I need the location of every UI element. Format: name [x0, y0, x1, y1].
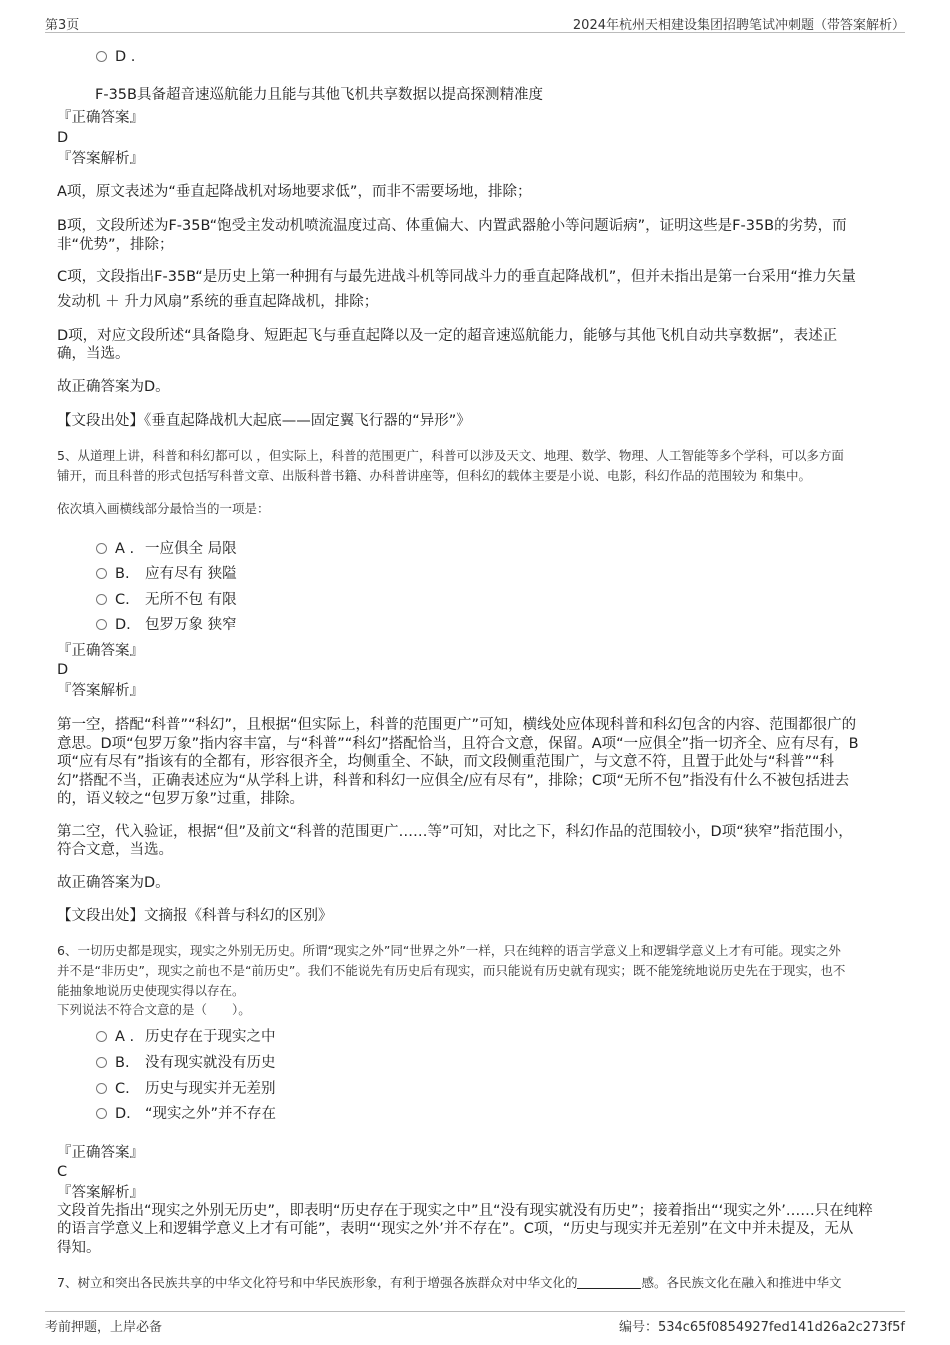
option-text: 无所不包 有限 — [145, 592, 237, 608]
q4-analysis-c-line2: 发动机 ＋ 升力风扇”系统的垂直起降战机，排除； — [57, 294, 379, 310]
q4-source: 【文段出处】《垂直起降战机大起底——固定翼飞行器的“异形”》 — [57, 413, 471, 429]
q4-analysis-label: 『答案解析』 — [57, 151, 144, 167]
q5-option-a[interactable] — [96, 537, 237, 558]
q6-option-d[interactable] — [96, 1102, 276, 1123]
option-letter: C. — [115, 592, 130, 608]
q4-answer: D — [57, 130, 69, 146]
q5-answer: D — [57, 662, 69, 678]
document-code: 编号：534c65f0854927fed141d26a2c273f5f — [618, 1320, 905, 1335]
page-footer — [45, 1311, 905, 1334]
q6-stem-line2: 并不是“非历史”，现实之前也不是“前历史”。我们不能说先有历史后有现实，而只能说有历史就有现实；既不能笼统地说历史先在于现实，也不 — [57, 963, 846, 978]
radio-icon[interactable] — [96, 1083, 107, 1094]
q6-stem-line1: 6、一切历史都是现实，现实之外别无历史。所谓“现实之外”同“世界之外”一样，只在纯粹的语言学意义上和逻辑学意义上才有可能。现实之外 — [57, 943, 841, 958]
option-text: 包罗万象 狭窄 — [145, 617, 237, 633]
document-title: 2024年杭州天相建设集团招聘笔试冲刺题（带答案解析） — [572, 18, 905, 33]
option-letter: C. — [115, 1081, 130, 1097]
q5-analysis-label: 『答案解析』 — [57, 683, 144, 699]
q4-answer-label: 『正确答案』 — [57, 110, 144, 126]
q6-stem-line3: 能抽象地说历史使现实得以存在。 — [57, 983, 245, 998]
option-text: “现实之外”并不存在 — [145, 1106, 277, 1122]
option-text: 一应俱全 局限 — [145, 541, 237, 557]
q6-analysis-line1: 文段首先指出“现实之外别无历史”，即表明“历史存在于现实之中”且“没有现实就没有历史”；接着指出“‘现实之外’……只在纯粹 — [57, 1203, 873, 1219]
radio-icon[interactable] — [96, 619, 107, 630]
q7-stem-part1: 7、树立和突出各民族共享的中华文化符号和中华民族形象，有利于增强各族群众对中华文化的 — [57, 1275, 578, 1290]
option-letter: A . — [115, 541, 135, 557]
q5-analysis-line3: 项“应有尽有”指该有的全都有，形容很齐全，均侧重全、不缺，而文段侧重范围广，与文意不符，且置于此处与“科普”“科 — [57, 754, 835, 770]
radio-icon[interactable] — [96, 1057, 107, 1068]
q5-stem-line1: 5、从道理上讲，科普和科幻都可以 ，但实际上，科普的范围更广，科普可以涉及天文、地理、数学、物理、人工智能等多个学科，可以多方面 — [57, 448, 844, 463]
q6-analysis-line3: 得知。 — [57, 1240, 101, 1256]
option-letter: D. — [115, 1106, 131, 1122]
q4-analysis-d-line2: 确，当选。 — [57, 346, 130, 362]
q6-option-a[interactable] — [96, 1025, 276, 1046]
q4-option-d[interactable] — [96, 49, 135, 65]
q6-prompt: 下列说法不符合文意的是（ ）。 — [57, 1002, 251, 1017]
option-letter: D. — [115, 617, 131, 633]
q5-prompt: 依次填入画横线部分最恰当的一项是： — [57, 501, 270, 516]
q5-analysis-line2: 意思。D项“包罗万象”指内容丰富，与“科普”“科幻”搭配恰当，且符合文意，保留。A项“一应俱全”指一切齐全、应有尽有，B — [57, 736, 859, 752]
q4-conclusion: 故正确答案为D。 — [57, 379, 170, 395]
radio-icon[interactable] — [96, 1108, 107, 1119]
radio-icon[interactable] — [96, 568, 107, 579]
q7-stem-part2: 感。各民族文化在融入和推进中华文 — [641, 1275, 842, 1290]
q4-analysis-b-line2: 非“优势”，排除； — [57, 237, 174, 253]
q5-option-b[interactable] — [96, 562, 237, 583]
footer-slogan: 考前押题，上岸必备 — [45, 1320, 163, 1335]
option-text: 历史存在于现实之中 — [145, 1029, 276, 1045]
option-letter: A . — [115, 1029, 135, 1045]
radio-icon[interactable] — [96, 51, 107, 62]
q6-option-c[interactable] — [96, 1077, 276, 1098]
q6-option-b[interactable] — [96, 1051, 276, 1072]
option-letter: B. — [115, 1055, 130, 1071]
q6-analysis-line2: 的语言学意义上和逻辑学意义上才有可能”，表明“‘现实之外’并不存在”。C项，“历史与现实并无差别”在文中并未提及，无从 — [57, 1221, 854, 1237]
q5-analysis-line5: 的，语义较之“包罗万象”过重，排除。 — [57, 791, 305, 807]
q4-analysis-c-line1: C项，文段指出F-35B“是历史上第一种拥有与最先进战斗机等同战斗力的垂直起降战机”，但并未指出是第一台采用“推力矢量 — [57, 269, 856, 285]
q4-option-d-text: F-35B具备超音速巡航能力且能与其他飞机共享数据以提高探测精准度 — [95, 87, 543, 103]
q5-source: 【文段出处】文摘报《科普与科幻的区别》 — [57, 908, 333, 924]
q7-stem — [57, 1274, 841, 1292]
radio-icon[interactable] — [96, 1031, 107, 1042]
radio-icon[interactable] — [96, 543, 107, 554]
q5-analysis-line4: 幻”搭配不当，正确表述应为“从学科上讲，科普和科幻一应俱全/应有尽有”，排除；C项“无所不包”指没有什么不被包括进去 — [57, 773, 850, 789]
q4-option-d-letter: D . — [115, 49, 136, 65]
q6-analysis-label: 『答案解析』 — [57, 1185, 144, 1201]
q5-answer-label: 『正确答案』 — [57, 643, 144, 659]
q4-analysis-d-line1: D项，对应文段所述“具备隐身、短距起飞与垂直起降以及一定的超音速巡航能力，能够与其他飞机自动共享数据”，表述正 — [57, 328, 838, 344]
q6-answer: C — [57, 1164, 68, 1180]
q5-analysis2-line2: 符合文意，当选。 — [57, 842, 173, 858]
option-letter: B. — [115, 566, 130, 582]
q5-analysis2-line1: 第二空，代入验证，根据“但”及前文“科普的范围更广……等”可知，对比之下，科幻作品的范围较小，D项“狭窄”指范围小， — [57, 824, 853, 840]
option-text: 没有现实就没有历史 — [145, 1055, 276, 1071]
q4-analysis-a: A项，原文表述为“垂直起降战机对场地要求低”，而非不需要场地，排除； — [57, 184, 532, 200]
q5-option-c[interactable] — [96, 588, 237, 609]
page-number: 第3页 — [45, 18, 80, 33]
q5-conclusion: 故正确答案为D。 — [57, 875, 170, 891]
q6-answer-label: 『正确答案』 — [57, 1145, 144, 1161]
q4-analysis-b-line1: B项，文段所述为F-35B“饱受主发动机喷流温度过高、体重偏大、内置武器舱小等问题诟病”，证明这些是F-35B的劣势，而 — [57, 218, 847, 234]
option-text: 应有尽有 狭隘 — [145, 566, 237, 582]
fill-blank — [577, 1276, 641, 1289]
radio-icon[interactable] — [96, 594, 107, 605]
page-header — [45, 12, 905, 33]
q5-option-d[interactable] — [96, 613, 237, 634]
q5-analysis-line1: 第一空，搭配“科普”“科幻”，且根据“但实际上，科普的范围更广”可知，横线处应体现科普和科幻包含的内容、范围都很广的 — [57, 717, 857, 733]
q5-stem-line2: 铺开，而且科普的形式包括写科普文章、出版科普书籍、办科普讲座等，但科幻的载体主要是小说、电影，科幻作品的范围较为 和集中。 — [57, 468, 811, 483]
option-text: 历史与现实并无差别 — [145, 1081, 276, 1097]
